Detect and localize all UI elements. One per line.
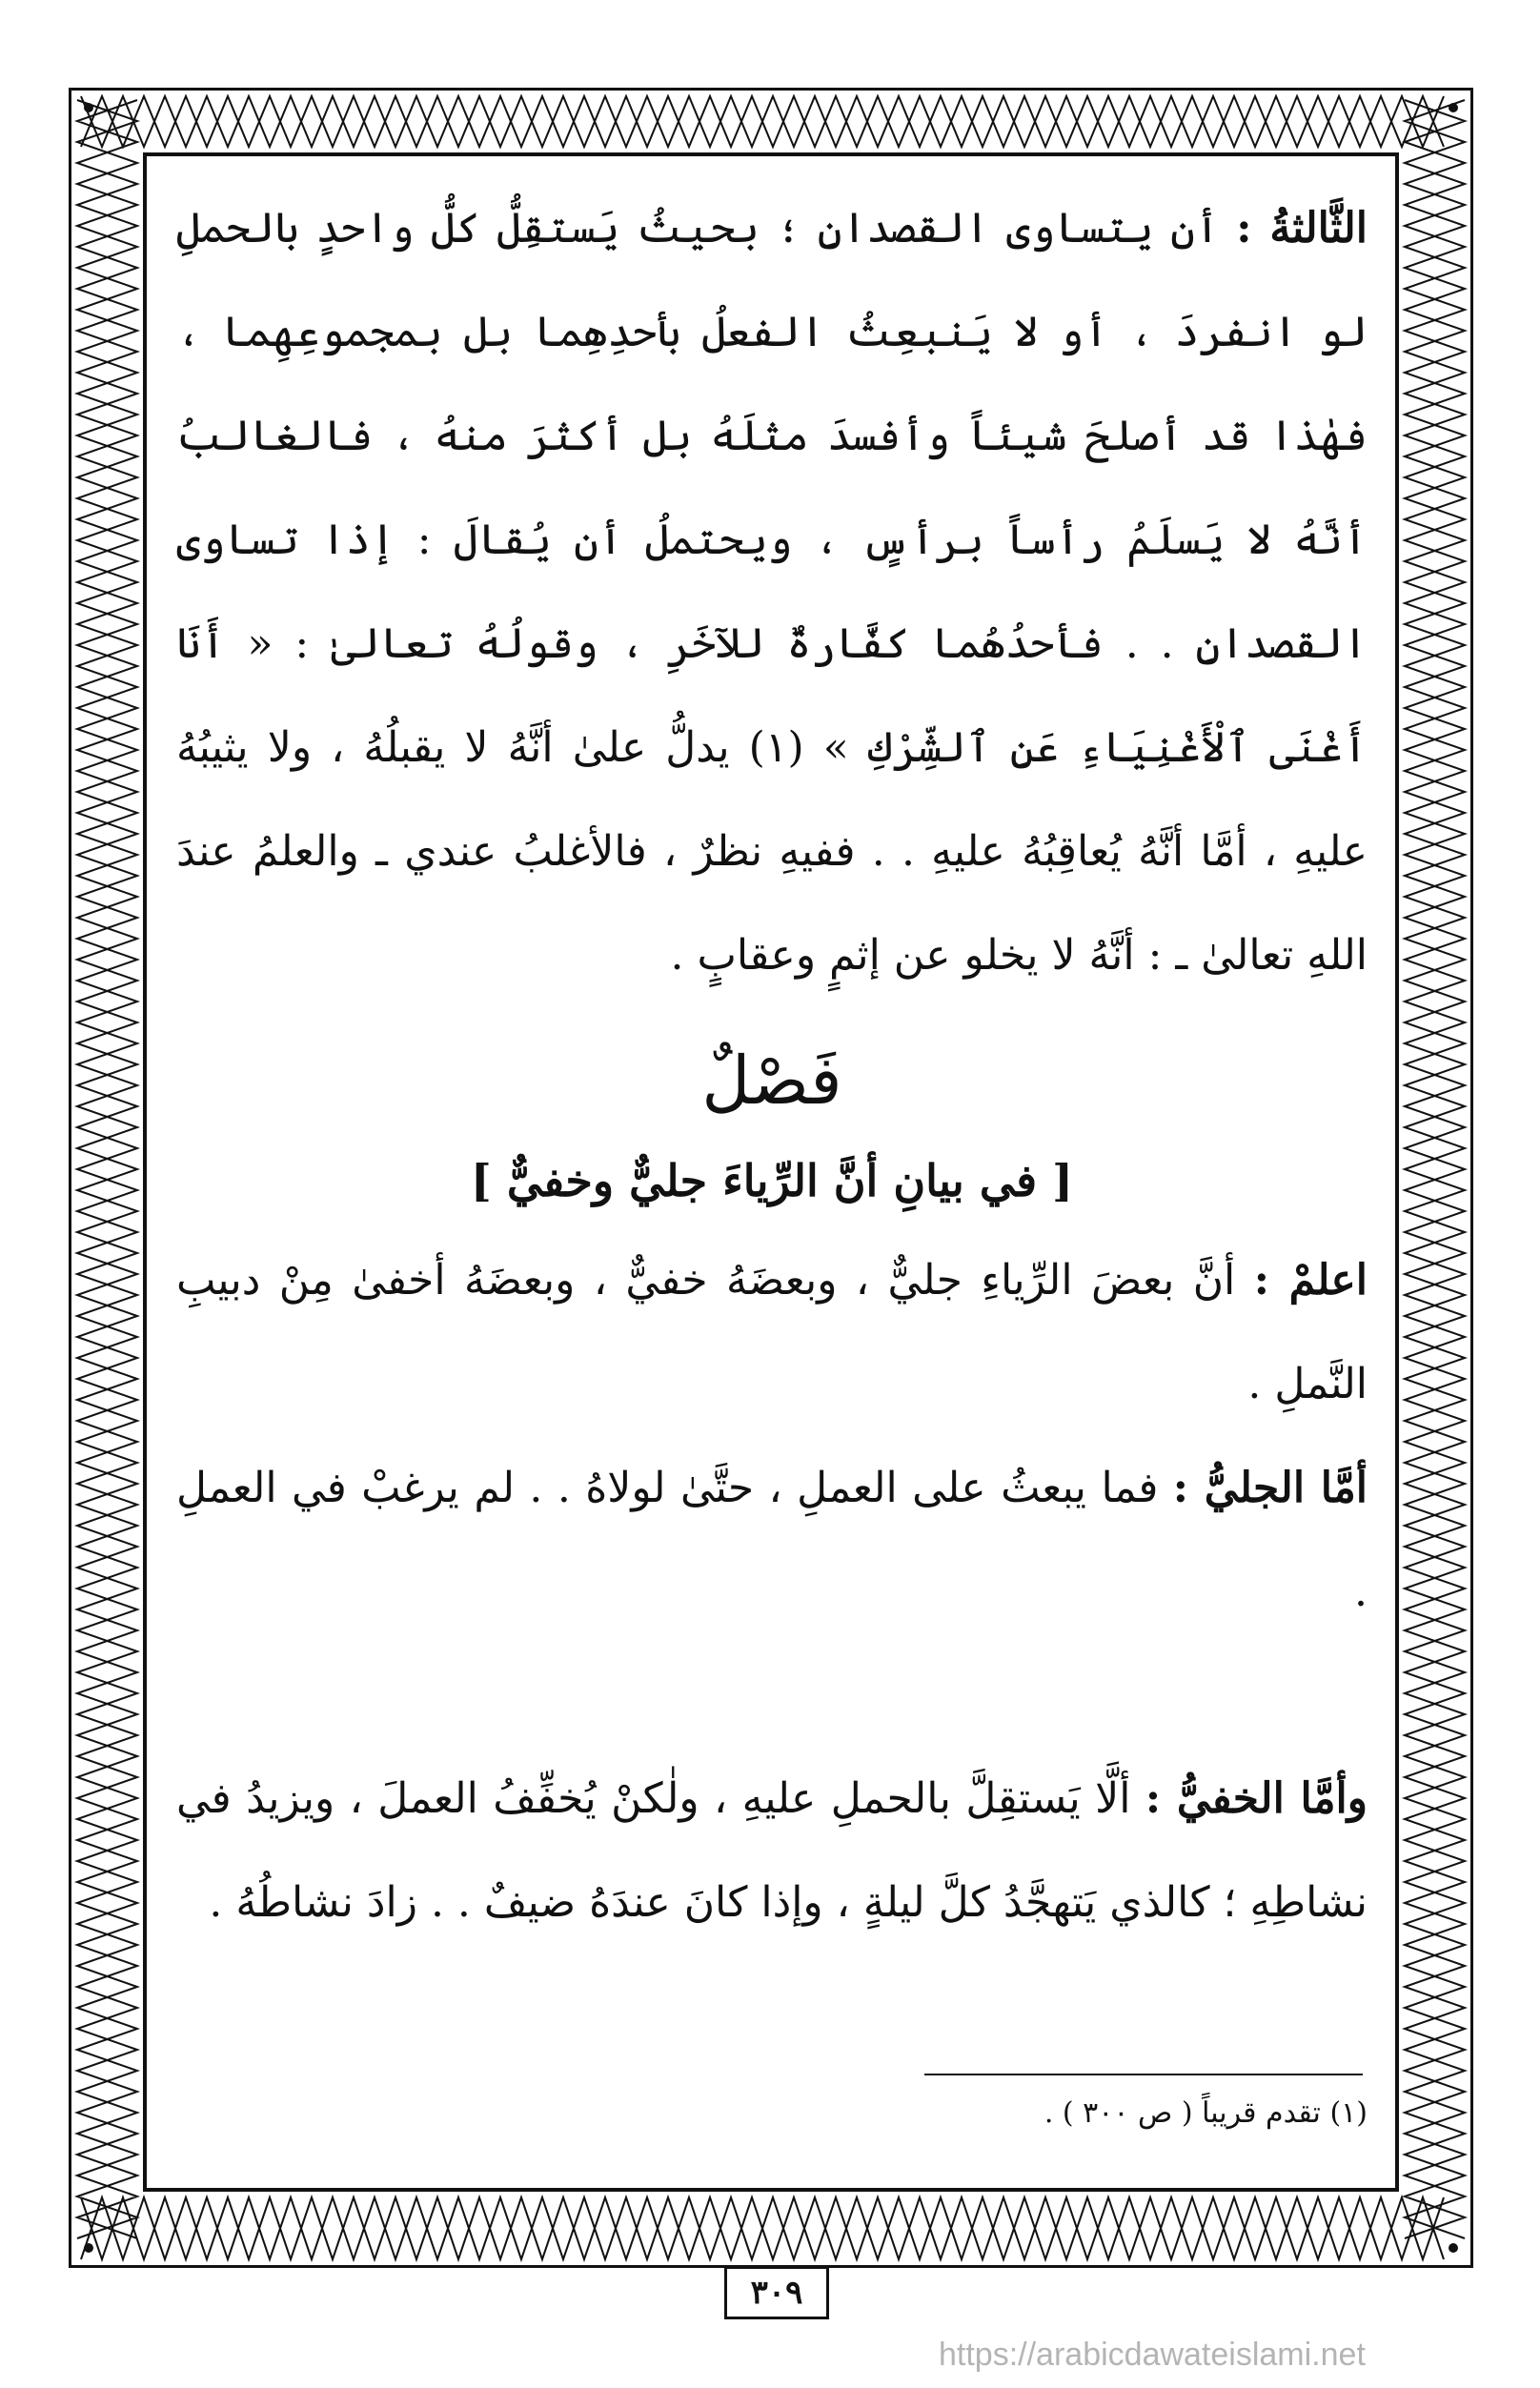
paragraph-third-case [176, 176, 1368, 1007]
watermark-url: https://arabicdawateislami.net [939, 2337, 1366, 2373]
section-ornament-heading: فَصْلٌ [701, 1042, 842, 1120]
paragraph-lead: الثَّالثةُ : [1236, 204, 1368, 253]
paragraph-jali [176, 1436, 1368, 1644]
footnote: (١) تقدم قريباً ( ص ٣٠٠ ) . [1044, 2096, 1368, 2130]
paragraph-text: فما يبعثُ على العملِ ، حتَّىٰ لولاهُ . . لم يرغبْ في العملِ . [176, 1464, 1368, 1616]
footnote-divider [924, 2074, 1363, 2075]
paragraph-khafi [176, 1747, 1368, 1954]
blank-gap [176, 1644, 1368, 1747]
paragraph-lead: أمَّا الجليُّ : [1172, 1464, 1368, 1512]
paragraph-text: ألَّا يَستقِلَّ بالحملِ عليهِ ، ولٰكنْ يُخفِّفُ العملَ ، ويزيدُ في نشاطِهِ ؛ كالذي يَتهجَّدُ كلَّ ليلةٍ ، وإذا كانَ عندَهُ ضيفٌ . . زادَ نشاطُهُ . [176, 1774, 1368, 1927]
paragraph-text: أن يتساوى القصدانِ ؛ بحيثُ يَستقِلُّ كلُّ واحدٍ بالحملِ لو انفردَ ، أو لا يَنبعِثُ الفعلُ بأحدِهِما بل بمجموعِهِما ، فهٰذا قد أصلحَ شيئاً وأفسدَ مثلَهُ بل أكثرَ منهُ ، فالغالبُ أنَّهُ لا يَسلَمُ رأساً برأسٍ ، ويحتملُ أن يُقالَ : إذا تساوى القصدانِ . . فأحدُهُما كفَّارةٌ للآخَرِ ، وقولُهُ تعالىٰ : « أَنَا أَغْنَى ٱلْأَغْنِيَاءِ عَنِ ٱلشِّرْكِ » (١) يدلُّ علىٰ أنَّهُ لا يقبلُهُ ، ولا يثيبُهُ عليهِ ، أمَّا أنَّهُ يُعاقِبُهُ عليهِ . . ففيهِ نظرٌ ، فالأغلبُ عندي ـ والعلمُ عندَ اللهِ تعالىٰ ـ : أنَّهُ لا يخلو عن إثمٍ وعقابٍ . [176, 204, 1368, 980]
page-body [176, 176, 1368, 1954]
paragraph-lead: اعلمْ : [1253, 1256, 1368, 1305]
paragraph-text: أنَّ بعضَ الرِّياءِ جليٌّ ، وبعضَهُ خفيٌّ ، وبعضَهُ أخفىٰ مِنْ دبيبِ النَّملِ . [176, 1256, 1368, 1408]
section-title: [ في بيانِ أنَّ الرِّياءَ جليٌّ وخفيٌّ ] [471, 1155, 1073, 1206]
paragraph-riya-types [176, 1228, 1368, 1436]
page-number: ٣٠٩ [724, 2266, 829, 2319]
paragraph-lead: وأمَّا الخفيُّ : [1145, 1774, 1368, 1823]
